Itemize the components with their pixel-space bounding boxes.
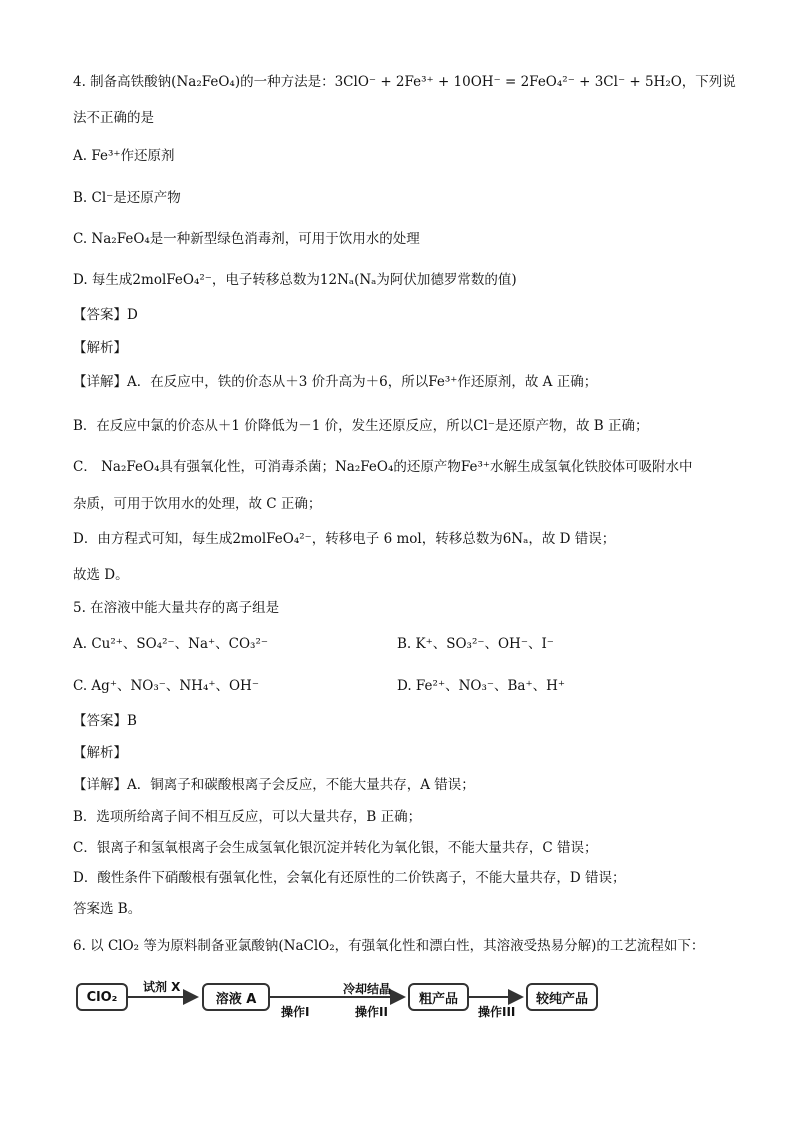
q5-stem: 5. 在溶液中能大量共存的离子组是 — [73, 600, 280, 616]
flow-label-operation-2: 操作II — [355, 1005, 388, 1019]
flow-label-operation-3: 操作III — [478, 1005, 516, 1019]
q5-option-d: D. Fe²⁺、NO₃⁻、Ba⁺、H⁺ — [397, 678, 565, 694]
q5-detail-c: C．银离子和氢氧根离子会生成氢氧化银沉淀并转化为氧化银，不能大量共存，C 错误； — [73, 840, 598, 856]
flow-label-operation-1: 操作I — [281, 1005, 310, 1019]
q4-option-d: D. 每生成2molFeO₄²⁻，电子转移总数为12Nₐ(Nₐ为阿伏加德罗常数的值) — [73, 272, 517, 288]
flow-box-clo2: ClO₂ — [76, 983, 128, 1011]
q4-option-c: C. Na₂FeO₄是一种新型绿色消毒剂，可用于饮用水的处理 — [73, 231, 420, 247]
q4-stem-part1: 4. 制备高铁酸钠( — [73, 74, 177, 90]
q4-conclusion: 故选 D。 — [73, 567, 129, 583]
q5-answer: 【答案】B — [73, 713, 137, 729]
q5-option-a: A. Cu²⁺、SO₄²⁻、Na⁺、CO₃²⁻ — [73, 636, 268, 652]
q5-detail-b: B．选项所给离子间不相互反应，可以大量共存，B 正确； — [73, 809, 422, 825]
flow-label-cooling-crystallization: 冷却结晶 — [343, 982, 392, 996]
q4-stem-formula: Na₂FeO₄ — [176, 74, 235, 90]
q4-stem-part2: )的一种方法是：3ClO⁻ + 2Fe³⁺ + 10OH⁻ = 2FeO₄²⁻ + 3Cl⁻ + 5H₂O，下列说 — [234, 74, 736, 90]
q4-stem-line2: 法不正确的是 — [73, 110, 154, 126]
q4-stem-line1 — [73, 72, 736, 92]
q4-detail-d: D．由方程式可知，每生成2molFeO₄²⁻，转移电子 6 mol，转移总数为6Nₐ，故 D 错误； — [73, 531, 616, 547]
q5-analysis-heading: 【解析】 — [73, 745, 127, 761]
q4-detail-b: B．在反应中氯的价态从＋1 价降低为－1 价，发生还原反应，所以Cl⁻是还原产物，故 B 正确； — [73, 418, 649, 434]
flow-box-pure-product: 较纯产品 — [526, 983, 598, 1011]
q5-option-b: B. K⁺、SO₃²⁻、OH⁻、I⁻ — [397, 636, 554, 652]
q4-option-a: A. Fe³⁺作还原剂 — [73, 148, 175, 164]
flow-box-solution-a: 溶液 A — [202, 983, 270, 1011]
q5-detail-d: D．酸性条件下硝酸根有强氧化性，会氧化有还原性的二价铁离子，不能大量共存，D 错误； — [73, 870, 626, 886]
q4-detail-a: 【详解】A．在反应中，铁的价态从＋3 价升高为＋6，所以Fe³⁺作还原剂，故 A 正确； — [73, 374, 598, 390]
q4-option-b: B. Cl⁻是还原产物 — [73, 190, 181, 206]
q5-detail-a: 【详解】A．铜离子和碳酸根离子会反应，不能大量共存，A 错误； — [73, 777, 475, 793]
flow-label-reagent-x: 试剂 X — [143, 980, 181, 994]
q4-detail-c1: C． Na₂FeO₄具有强氧化性，可消毒杀菌；Na₂FeO₄的还原产物Fe³⁺水解生成氢氧化铁胶体可吸附水中 — [73, 459, 693, 475]
q6-stem: 6. 以 ClO₂ 等为原料制备亚氯酸钠(NaClO₂，有强氧化性和漂白性，其溶液受热易分解)的工艺流程如下： — [73, 938, 705, 954]
flow-box-crude-product: 粗产品 — [408, 983, 469, 1011]
q4-detail-c2: 杂质，可用于饮用水的处理，故 C 正确； — [73, 496, 322, 512]
q5-option-c: C. Ag⁺、NO₃⁻、NH₄⁺、OH⁻ — [73, 678, 259, 694]
q5-conclusion: 答案选 B。 — [73, 901, 142, 917]
q4-analysis-heading: 【解析】 — [73, 340, 127, 356]
q4-answer: 【答案】D — [73, 307, 138, 323]
